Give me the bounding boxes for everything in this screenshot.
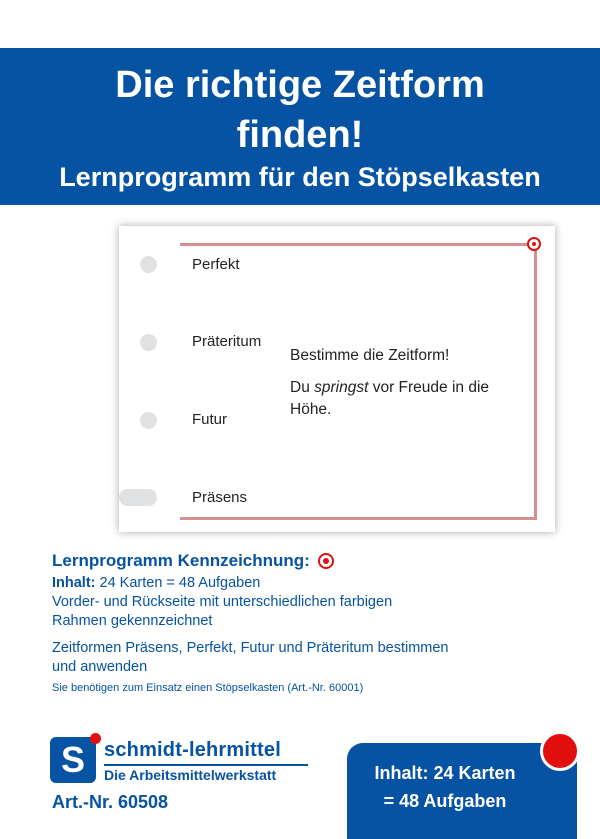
brand-name: schmidt-lehrmittel: [104, 739, 281, 761]
plug-hole: [140, 412, 157, 429]
title-line-1: Die richtige Zeitform: [115, 64, 485, 106]
red-dot-icon: [540, 731, 580, 771]
title-line-2: finden!: [236, 114, 364, 156]
option-futur: Futur: [192, 411, 228, 428]
card-question: [290, 345, 510, 421]
sentence-end: vor Freude in die Höhe.: [290, 379, 490, 418]
content-label: Inhalt:: [52, 575, 96, 591]
logo-dot-icon: [90, 733, 101, 744]
plug-hole: [140, 334, 157, 351]
badge-line-1: Inhalt: 24 Karten: [374, 763, 516, 783]
sentence-verb: springst: [314, 379, 369, 396]
marking-label: Lernprogramm Kennzeichnung:: [52, 551, 310, 570]
card-frame-top: [180, 243, 537, 246]
card-frame-bottom: [180, 517, 537, 520]
title-banner: [0, 48, 600, 205]
card-frame-right: [534, 243, 537, 520]
goal-line-2: und anwenden: [52, 659, 148, 675]
option-praesens: Präsens: [192, 489, 248, 506]
option-praeteritum: Präteritum: [192, 333, 262, 350]
article-number: Art.-Nr. 60508: [52, 792, 169, 812]
brand-tagline: Die Arbeitsmittelwerkstatt: [104, 767, 277, 783]
content-line: [52, 574, 582, 593]
product-info: [52, 548, 582, 695]
question-prompt: Bestimme die Zeitform!: [290, 347, 450, 364]
option-perfekt: Perfekt: [192, 256, 240, 273]
goal-line-1: Zeitformen Präsens, Perfekt, Futur und Präteritum bestimmen: [52, 640, 449, 656]
badge-line-2: = 48 Aufgaben: [383, 791, 507, 811]
description-line-1: Vorder- und Rückseite mit unterschiedlichen farbigen: [52, 594, 393, 610]
sample-card: [119, 226, 555, 532]
description-line-2: Rahmen gekennzeichnet: [52, 613, 213, 629]
plug-slot: [119, 489, 157, 506]
sentence-start: Du: [290, 379, 315, 396]
plug-hole: [140, 256, 157, 273]
requirement-note: Sie benötigen zum Einsatz einen Stöpselkasten (Art.-Nr. 60001): [52, 682, 364, 694]
red-marker-icon: [318, 553, 334, 569]
question-sentence: [290, 377, 510, 421]
marking-heading: [52, 548, 582, 574]
red-marker-icon: [527, 237, 541, 251]
brand-logo: S: [50, 737, 96, 783]
brand-divider: [104, 764, 308, 766]
content-value: 24 Karten = 48 Aufgaben: [95, 575, 261, 591]
subtitle: Lernprogramm für den Stöpselkasten: [59, 162, 541, 192]
